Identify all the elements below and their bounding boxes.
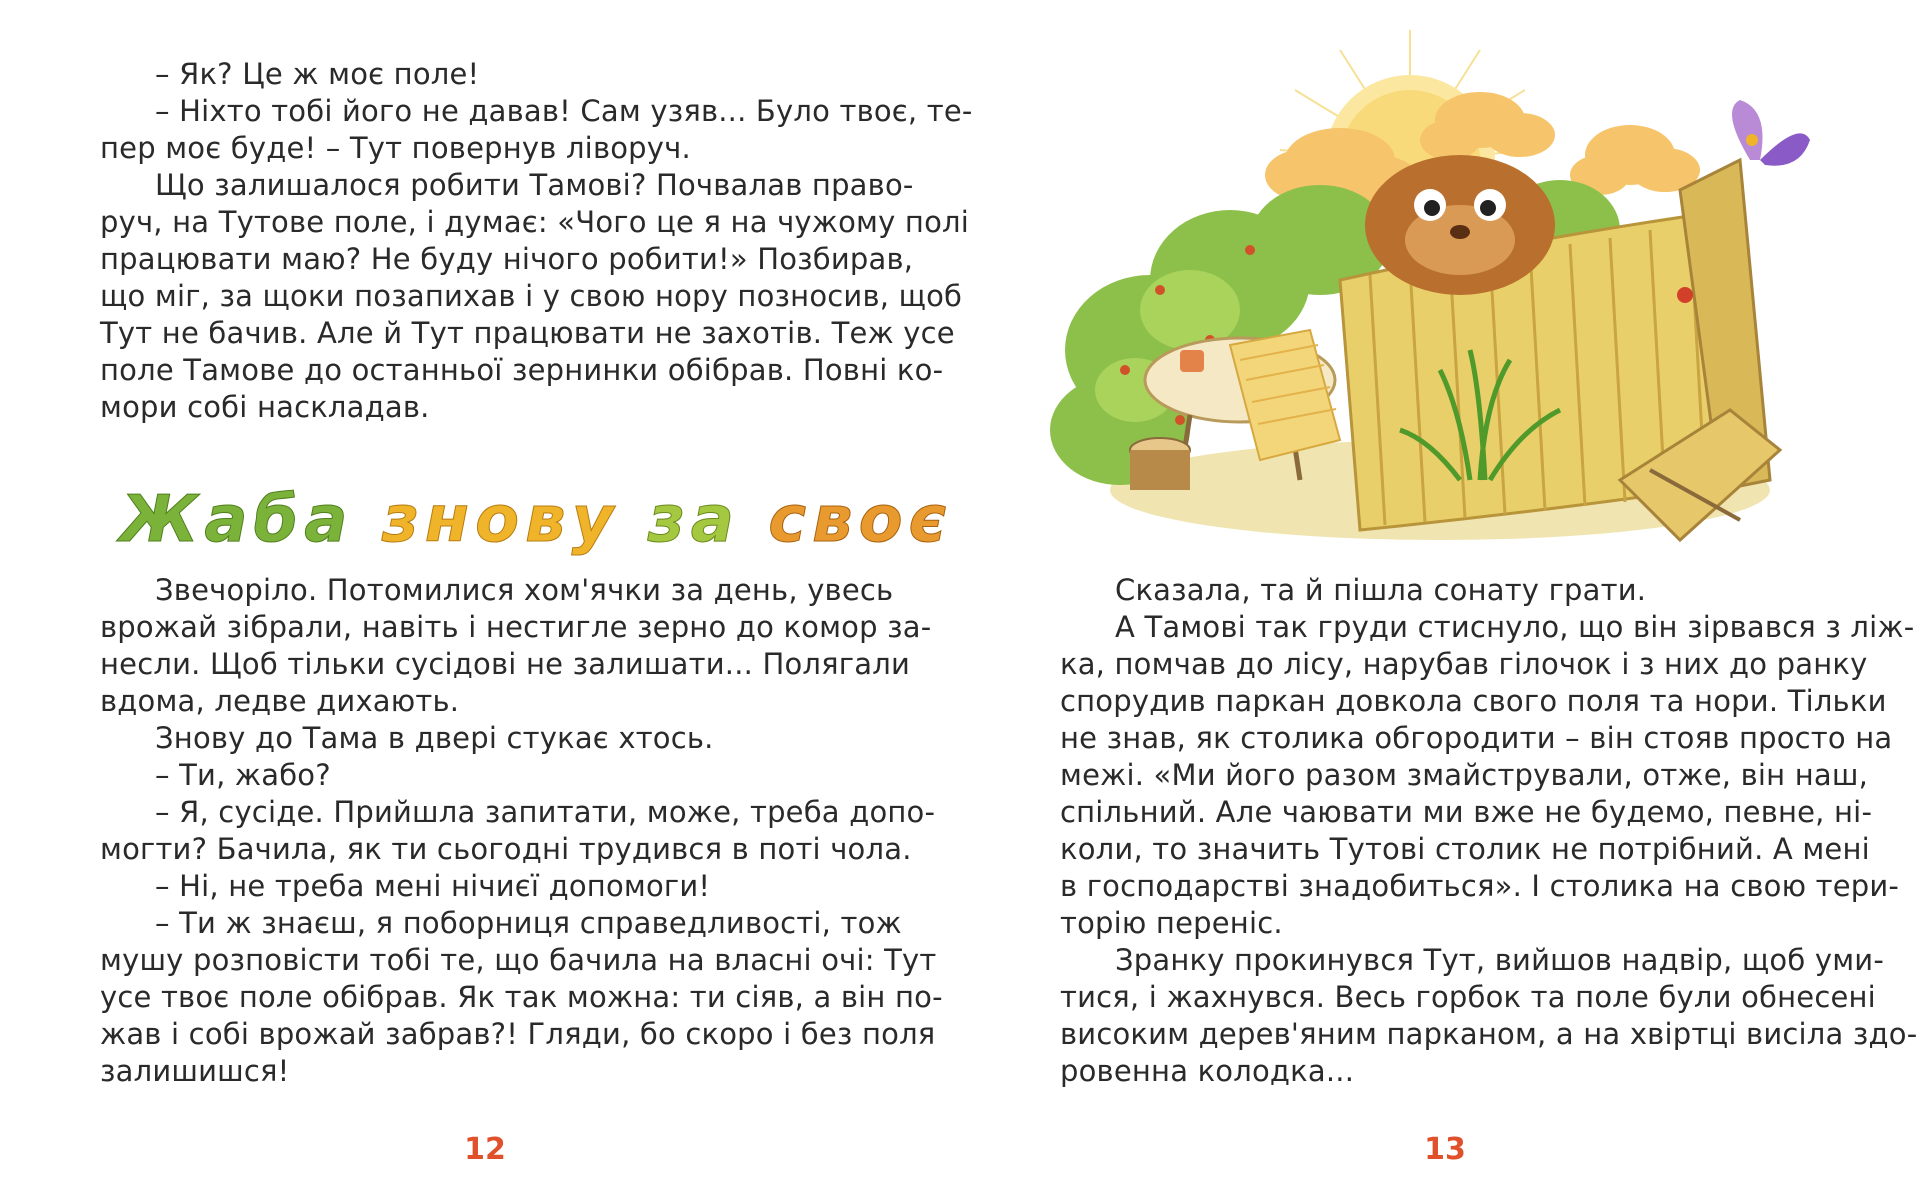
text-line: пер моє буде! – Тут повернув ліворуч. [100, 131, 691, 165]
text-line: жав і собі врожай забрав?! Гляди, бо скоро і без поля [100, 1017, 936, 1051]
text-line: – Як? Це ж моє поле! [155, 57, 480, 91]
text-line: вдома, ледве дихають. [100, 684, 460, 718]
text-line: поле Тамове до останньої зернинки обібрав. Повні ко- [100, 353, 944, 387]
text-line: – Ніхто тобі його не давав! Сам узяв... Було твоє, те- [155, 94, 973, 128]
text-line: спільний. Але чаювати ми вже не будемо, певне, ні- [1060, 795, 1873, 829]
title-word: своє [768, 483, 953, 557]
text-line: мори собі наскладав. [100, 390, 430, 424]
text-line: межі. «Ми його разом змайстрували, отже, він наш, [1060, 758, 1869, 792]
text-line: – Ти, жабо? [155, 758, 331, 792]
right-page [960, 0, 1920, 1195]
text-line: високим дерев'яним парканом, а на хвіртці висіла здо- [1060, 1017, 1918, 1051]
text-line: – Я, сусіде. Прийшла запитати, може, треба допо- [155, 795, 936, 829]
text-line: Звечоріло. Потомилися хом'ячки за день, увесь [155, 573, 894, 607]
text-line: врожай зібрали, навіть і нестигле зерно до комор за- [100, 610, 932, 644]
page-number: 13 [1424, 1132, 1466, 1167]
text-line: несли. Щоб тільки сусідові не залишати... Полягали [100, 647, 910, 681]
text-line: не знав, як столика обгородити – він стояв просто на [1060, 721, 1893, 755]
title-word: за [647, 483, 740, 557]
text-line: – Ти ж знаєш, я поборниця справедливості, тож [155, 906, 902, 940]
text-line: Сказала, та й пішла сонату грати. [1115, 573, 1647, 607]
text-line: усе твоє поле обібрав. Як так можна: ти сіяв, а він по- [100, 980, 943, 1014]
text-line: А Тамові так груди стиснуло, що він зірвався з ліж- [1115, 610, 1915, 644]
text-line: мушу розповісти тобі те, що бачила на власні очі: Тут [100, 943, 937, 977]
title-word: знову [381, 483, 620, 557]
text-line: тися, і жахнувся. Весь горбок та поле були обнесені [1060, 980, 1876, 1014]
text-line: – Ні, не треба мені нічиєї допомоги! [155, 869, 711, 903]
text-line: в господарстві знадобиться». І столика на свою тери- [1060, 869, 1900, 903]
text-line: Знову до Тама в двері стукає хтось. [155, 721, 714, 755]
page-number: 12 [464, 1132, 506, 1167]
text-line: руч, на Тутове поле, і думає: «Чого це я на чужому полі [100, 205, 970, 239]
text-line: ка, помчав до лісу, нарубав гілочок і з них до ранку [1060, 647, 1868, 681]
text-line: працювати маю? Не буду нічого робити!» Позбирав, [100, 242, 914, 276]
text-line: могти? Бачила, як ти сьогодні трудився в поті чола. [100, 832, 912, 866]
text-line: Тут не бачив. Але й Тут працювати не захотів. Теж усе [100, 316, 955, 350]
text-line: Зранку прокинувся Тут, вийшов надвір, щоб уми- [1115, 943, 1884, 977]
chapter-title [120, 480, 953, 560]
text-line: спорудив паркан довкола свого поля та нори. Тільки [1060, 684, 1887, 718]
text-line: ровенна колодка... [1060, 1054, 1355, 1088]
text-line: що міг, за щоки позапихав і у свою нору позносив, щоб [100, 279, 963, 313]
text-line: торію переніс. [1060, 906, 1283, 940]
text-line: Що залишалося робити Тамові? Почвалав право- [155, 168, 914, 202]
text-line: залишишся! [100, 1054, 290, 1088]
title-word: Жаба [120, 483, 354, 557]
text-line: коли, то значить Тутові столик не потрібний. А мені [1060, 832, 1870, 866]
